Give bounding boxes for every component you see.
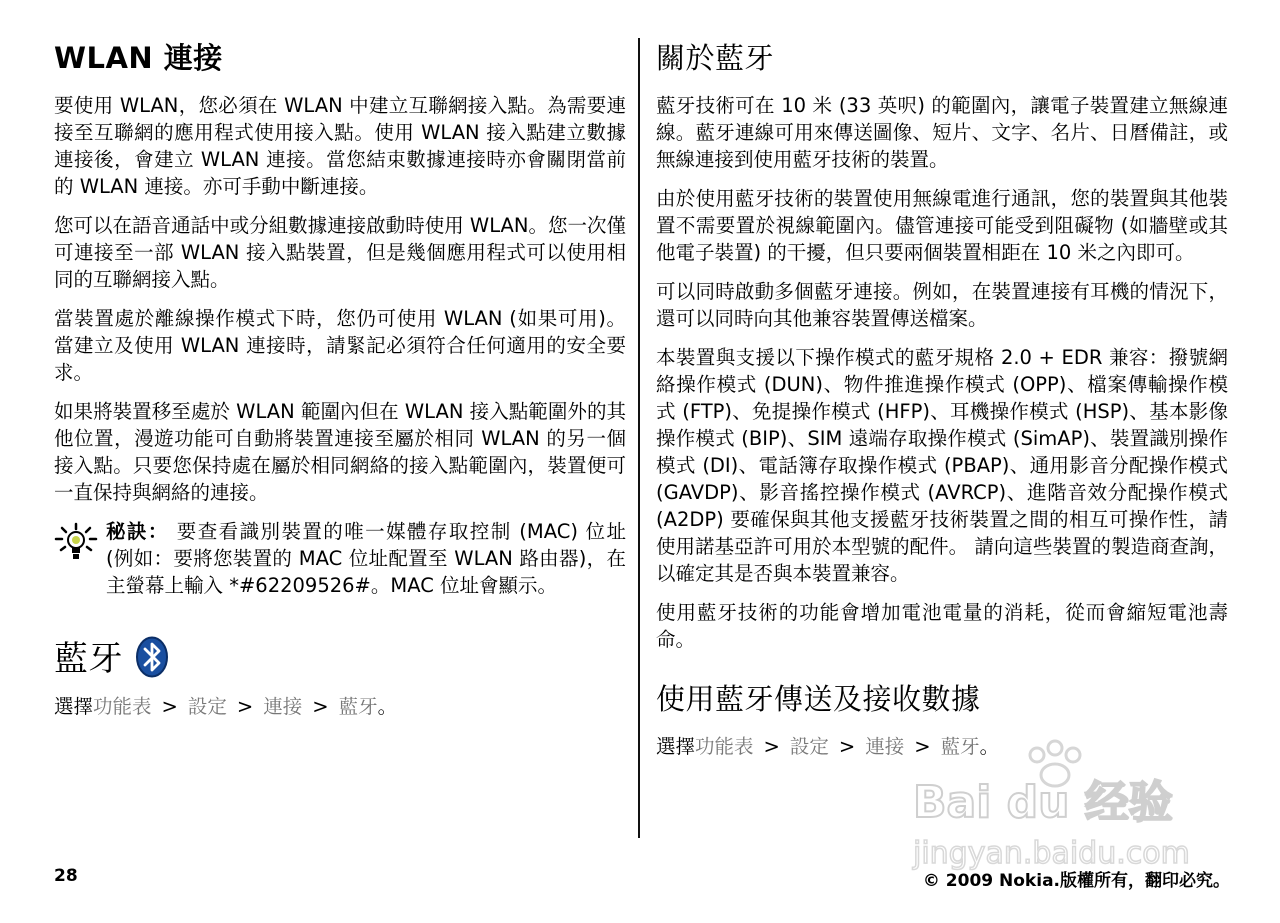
about-paragraph-1: 藍牙技術可在 10 米 (33 英呎) 的範圍內，讓電子裝置建立無線連線。藍牙連線可用來傳送圖像、短片、文字、名片、日曆備註，或無線連接到使用藍牙技術的裝置。 <box>656 94 1228 171</box>
path-sep: > <box>838 735 856 758</box>
page-number: 28 <box>54 866 78 886</box>
path-settings: 設定 <box>187 695 227 718</box>
path-sep: > <box>161 695 178 718</box>
wlan-heading: WLAN 連接 <box>54 41 223 75</box>
path-end: 。 <box>979 735 1000 758</box>
path-sep: > <box>312 695 329 718</box>
column-divider <box>638 38 640 838</box>
right-column <box>656 34 1228 760</box>
path-select: 選擇 <box>54 695 94 718</box>
tip-body: 要查看識別裝置的唯一媒體存取控制 (MAC) 位址 (例如：要將您裝置的 MAC 位址配置至 WLAN 路由器)，在主螢幕上輸入 *#62209526#。MAC 位址會顯示。 <box>106 520 626 597</box>
path-sep: > <box>914 735 931 758</box>
left-menu-path <box>54 693 626 720</box>
path-bluetooth: 藍牙 <box>940 735 980 758</box>
watermark-brand: Bai du 经验 <box>913 777 1173 828</box>
path-select: 選擇 <box>656 735 696 758</box>
bluetooth-heading: 藍牙 <box>54 639 123 679</box>
about-bluetooth-heading: 關於藍牙 <box>656 41 775 75</box>
about-paragraph-5: 使用藍牙技術的功能會增加電池電量的消耗，從而會縮短電池壽命。 <box>656 601 1228 651</box>
wlan-paragraph-1: 要使用 WLAN，您必須在 WLAN 中建立互聯網接入點。為需要連接至互聯網的應用程式使用接入點。使用 WLAN 接入點建立數據連接後，會建立 WLAN 連接。當您結束數據連接時亦會關閉當前的 WLAN 連接。亦可手動中斷連接。 <box>54 94 626 198</box>
wlan-paragraph-2: 您可以在語音通話中或分組數據連接啟動時使用 WLAN。您一次僅可連接至一部 WLAN 接入點裝置，但是幾個應用程式可以使用相同的互聯網接入點。 <box>54 214 626 291</box>
path-sep: > <box>236 695 254 718</box>
bluetooth-icon <box>135 636 169 682</box>
path-end: 。 <box>377 695 398 718</box>
bluetooth-heading-row <box>54 635 626 683</box>
path-connectivity: 連接 <box>263 695 303 718</box>
path-settings: 設定 <box>789 735 829 758</box>
about-paragraph-2: 由於使用藍牙技術的裝置使用無線電進行通訊，您的裝置與其他裝置不需要置於視線範圍內。儘管連接可能受到阻礙物 (如牆壁或其他電子裝置) 的干擾，但只要兩個裝置相距在 10 米之內即可。 <box>656 187 1228 264</box>
about-paragraph-4: 本裝置與支援以下操作模式的藍牙規格 2.0 + EDR 兼容：撥號網絡操作模式 (DUN)、物件推進操作模式 (OPP)、檔案傳輸操作模式 (FTP)、免提操作模式 (HFP)、耳機操作模式 (HSP)、基本影像操作模式 (BIP)、SIM 遠端存取操作模式 (SimAP)、裝置識別操作模式 (DI)、電話簿存取操作模式 (PBAP)、通用影音分配操作模式 (GAVDP)、影音搖控操作模式 (AVRCP)、進階音效分配操作模式 (A2DP) 要確保與其他支援藍牙技術裝置之間的相互可操作性，請使用諾基亞許可用於本型號的配件。 請向這些裝置的製造商查詢，以確定其是否與本裝置兼容。 <box>656 346 1228 585</box>
baidu-watermark <box>905 735 1205 875</box>
watermark-url: jingyan.baidu.com <box>913 836 1190 871</box>
send-receive-heading: 使用藍牙傳送及接收數據 <box>656 682 981 716</box>
tip-box <box>54 518 626 599</box>
path-connectivity: 連接 <box>865 735 905 758</box>
path-menu: 功能表 <box>93 695 152 718</box>
copyright: © 2009 Nokia.版權所有，翻印必究。 <box>922 871 1230 891</box>
tip-label: 秘訣： <box>106 520 169 543</box>
path-bluetooth: 藍牙 <box>338 695 378 718</box>
path-sep: > <box>763 735 780 758</box>
wlan-paragraph-3: 當裝置處於離線操作模式下時，您仍可使用 WLAN (如果可用)。當建立及使用 WLAN 連接時，請緊記必須符合任何適用的安全要求。 <box>54 307 626 384</box>
path-menu: 功能表 <box>695 735 754 758</box>
tip-text <box>106 518 626 599</box>
left-column <box>54 34 626 720</box>
wlan-paragraph-4: 如果將裝置移至處於 WLAN 範圍內但在 WLAN 接入點範圍外的其他位置，漫遊功能可自動將裝置連接至屬於相同 WLAN 的另一個接入點。只要您保持處在屬於相同網絡的接入點範圍內，裝置便可一直保持與網絡的連接。 <box>54 400 626 504</box>
about-paragraph-3: 可以同時啟動多個藍牙連接。例如，在裝置連接有耳機的情況下，還可以同時向其他兼容裝置傳送檔案。 <box>656 280 1228 330</box>
lightbulb-icon <box>54 518 106 566</box>
